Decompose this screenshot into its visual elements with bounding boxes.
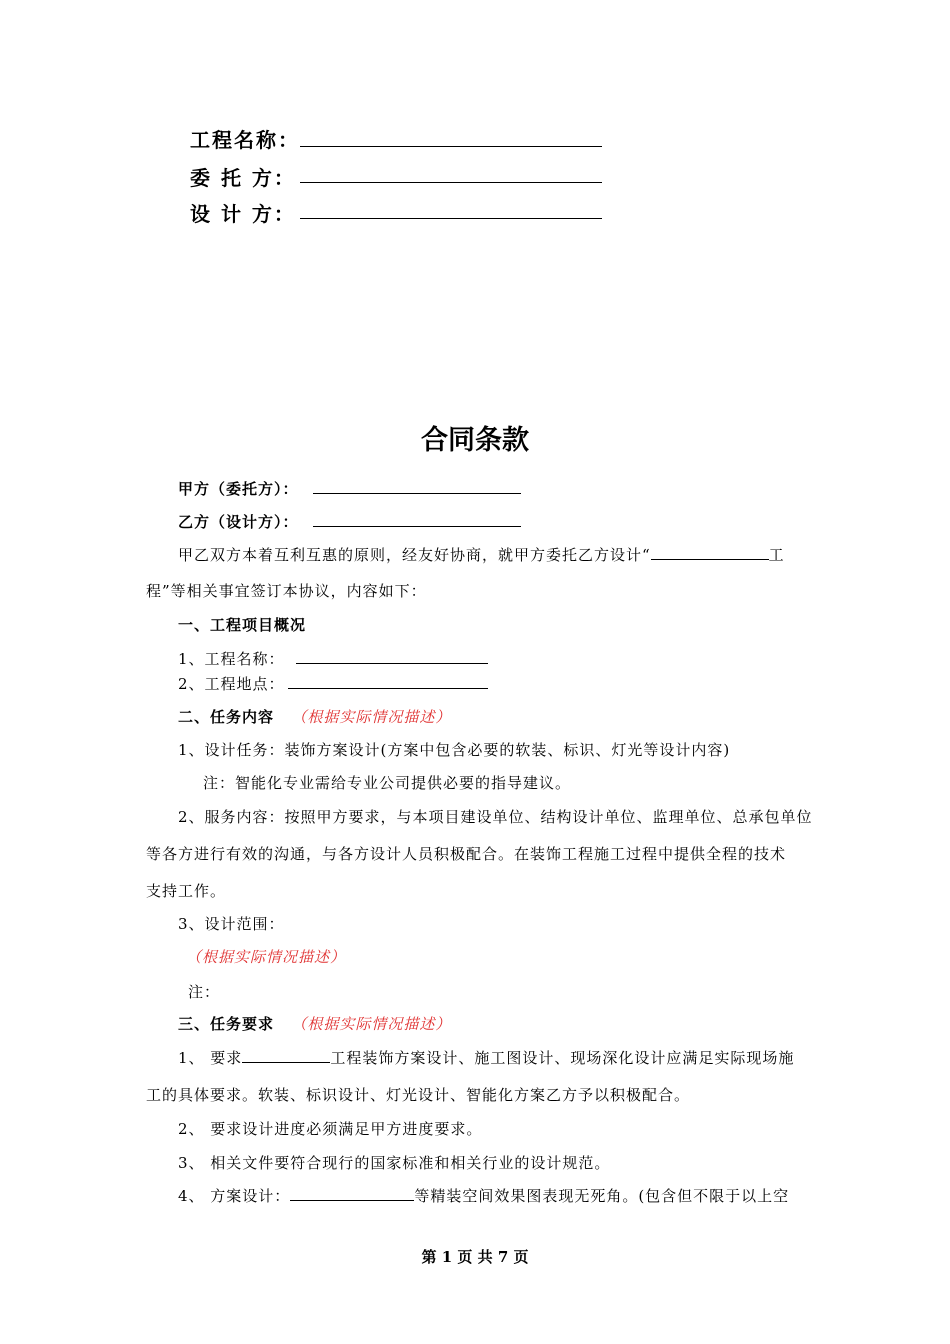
intro-prefix: 甲乙双方本着互利互惠的原则，经友好协商，就甲方委托乙方设计“ xyxy=(178,546,651,564)
intro-suffix: 工 xyxy=(768,546,785,564)
section2-item2-line2: 等各方进行有效的沟通，与各方设计人员积极配合。在装饰工程施工过程中提供全程的技术 xyxy=(146,845,787,863)
client-blank xyxy=(300,182,602,183)
party-a-blank xyxy=(313,493,521,494)
section3-item4-suffix: 等精装空间效果图表现无死角。(包含但不限于以上空 xyxy=(414,1187,790,1205)
section1-item1: 1、工程名称： xyxy=(178,650,285,668)
designer-label: 设 计 方： xyxy=(190,202,296,226)
section3-item4 xyxy=(178,1185,789,1206)
section1-item2-blank xyxy=(288,688,488,689)
section3-item1-blank xyxy=(242,1048,330,1063)
page-title: 合同条款 xyxy=(421,425,529,456)
section3-item1-prefix: 1、 要求 xyxy=(178,1049,243,1067)
section3-item1-suffix: 工程装饰方案设计、施工图设计、现场深化设计应满足实际现场施 xyxy=(330,1049,795,1067)
section2-heading: 二、任务内容 xyxy=(178,708,275,726)
section1-item2: 2、工程地点： xyxy=(178,675,285,693)
section3-red-note: （根据实际情况描述） xyxy=(291,1015,452,1033)
section3-item4-prefix: 4、 方案设计： xyxy=(178,1187,291,1205)
project-name-blank xyxy=(300,146,602,147)
project-name-label: 工程名称： xyxy=(190,128,300,152)
section3-item3: 3、 相关文件要符合现行的国家标准和相关行业的设计规范。 xyxy=(178,1154,611,1172)
section2-item1: 1、设计任务：装饰方案设计(方案中包含必要的软装、标识、灯光等设计内容) xyxy=(178,741,731,759)
party-a-label: 甲方（委托方）： xyxy=(178,480,299,498)
page-number: 第 1 页 共 7 页 xyxy=(421,1248,529,1266)
section3-item1-line1 xyxy=(178,1047,794,1068)
section1-item1-blank xyxy=(296,663,488,664)
section3-heading-row xyxy=(178,1013,451,1034)
section2-item2-line1: 2、服务内容：按照甲方要求，与本项目建设单位、结构设计单位、监理单位、总承包单位 xyxy=(178,808,813,826)
section2-item1-note: 注：智能化专业需给专业公司提供必要的指导建议。 xyxy=(203,774,572,792)
section2-item3-red-note: （根据实际情况描述） xyxy=(186,948,347,966)
section2-item3: 3、设计范围： xyxy=(178,915,285,933)
party-b-label: 乙方（设计方）： xyxy=(178,513,299,531)
section2-heading-row xyxy=(178,706,451,727)
section1-heading: 一、工程项目概况 xyxy=(178,616,307,634)
designer-blank xyxy=(300,218,602,219)
intro-line-2: 程”等相关事宜签订本协议，内容如下： xyxy=(146,582,427,600)
intro-line-1 xyxy=(178,544,785,565)
section3-item2: 2、 要求设计进度必须满足甲方进度要求。 xyxy=(178,1120,483,1138)
section2-item3-note: 注： xyxy=(188,983,221,1001)
party-b-blank xyxy=(313,526,521,527)
section3-item1-line2: 工的具体要求。软装、标识设计、灯光设计、智能化方案乙方予以积极配合。 xyxy=(146,1086,691,1104)
intro-project-blank xyxy=(651,545,769,560)
client-label: 委 托 方： xyxy=(190,166,296,190)
section3-heading: 三、任务要求 xyxy=(178,1015,275,1033)
section2-red-note: （根据实际情况描述） xyxy=(291,708,452,726)
section3-item4-blank xyxy=(290,1186,414,1201)
section2-item2-line3: 支持工作。 xyxy=(146,882,227,900)
